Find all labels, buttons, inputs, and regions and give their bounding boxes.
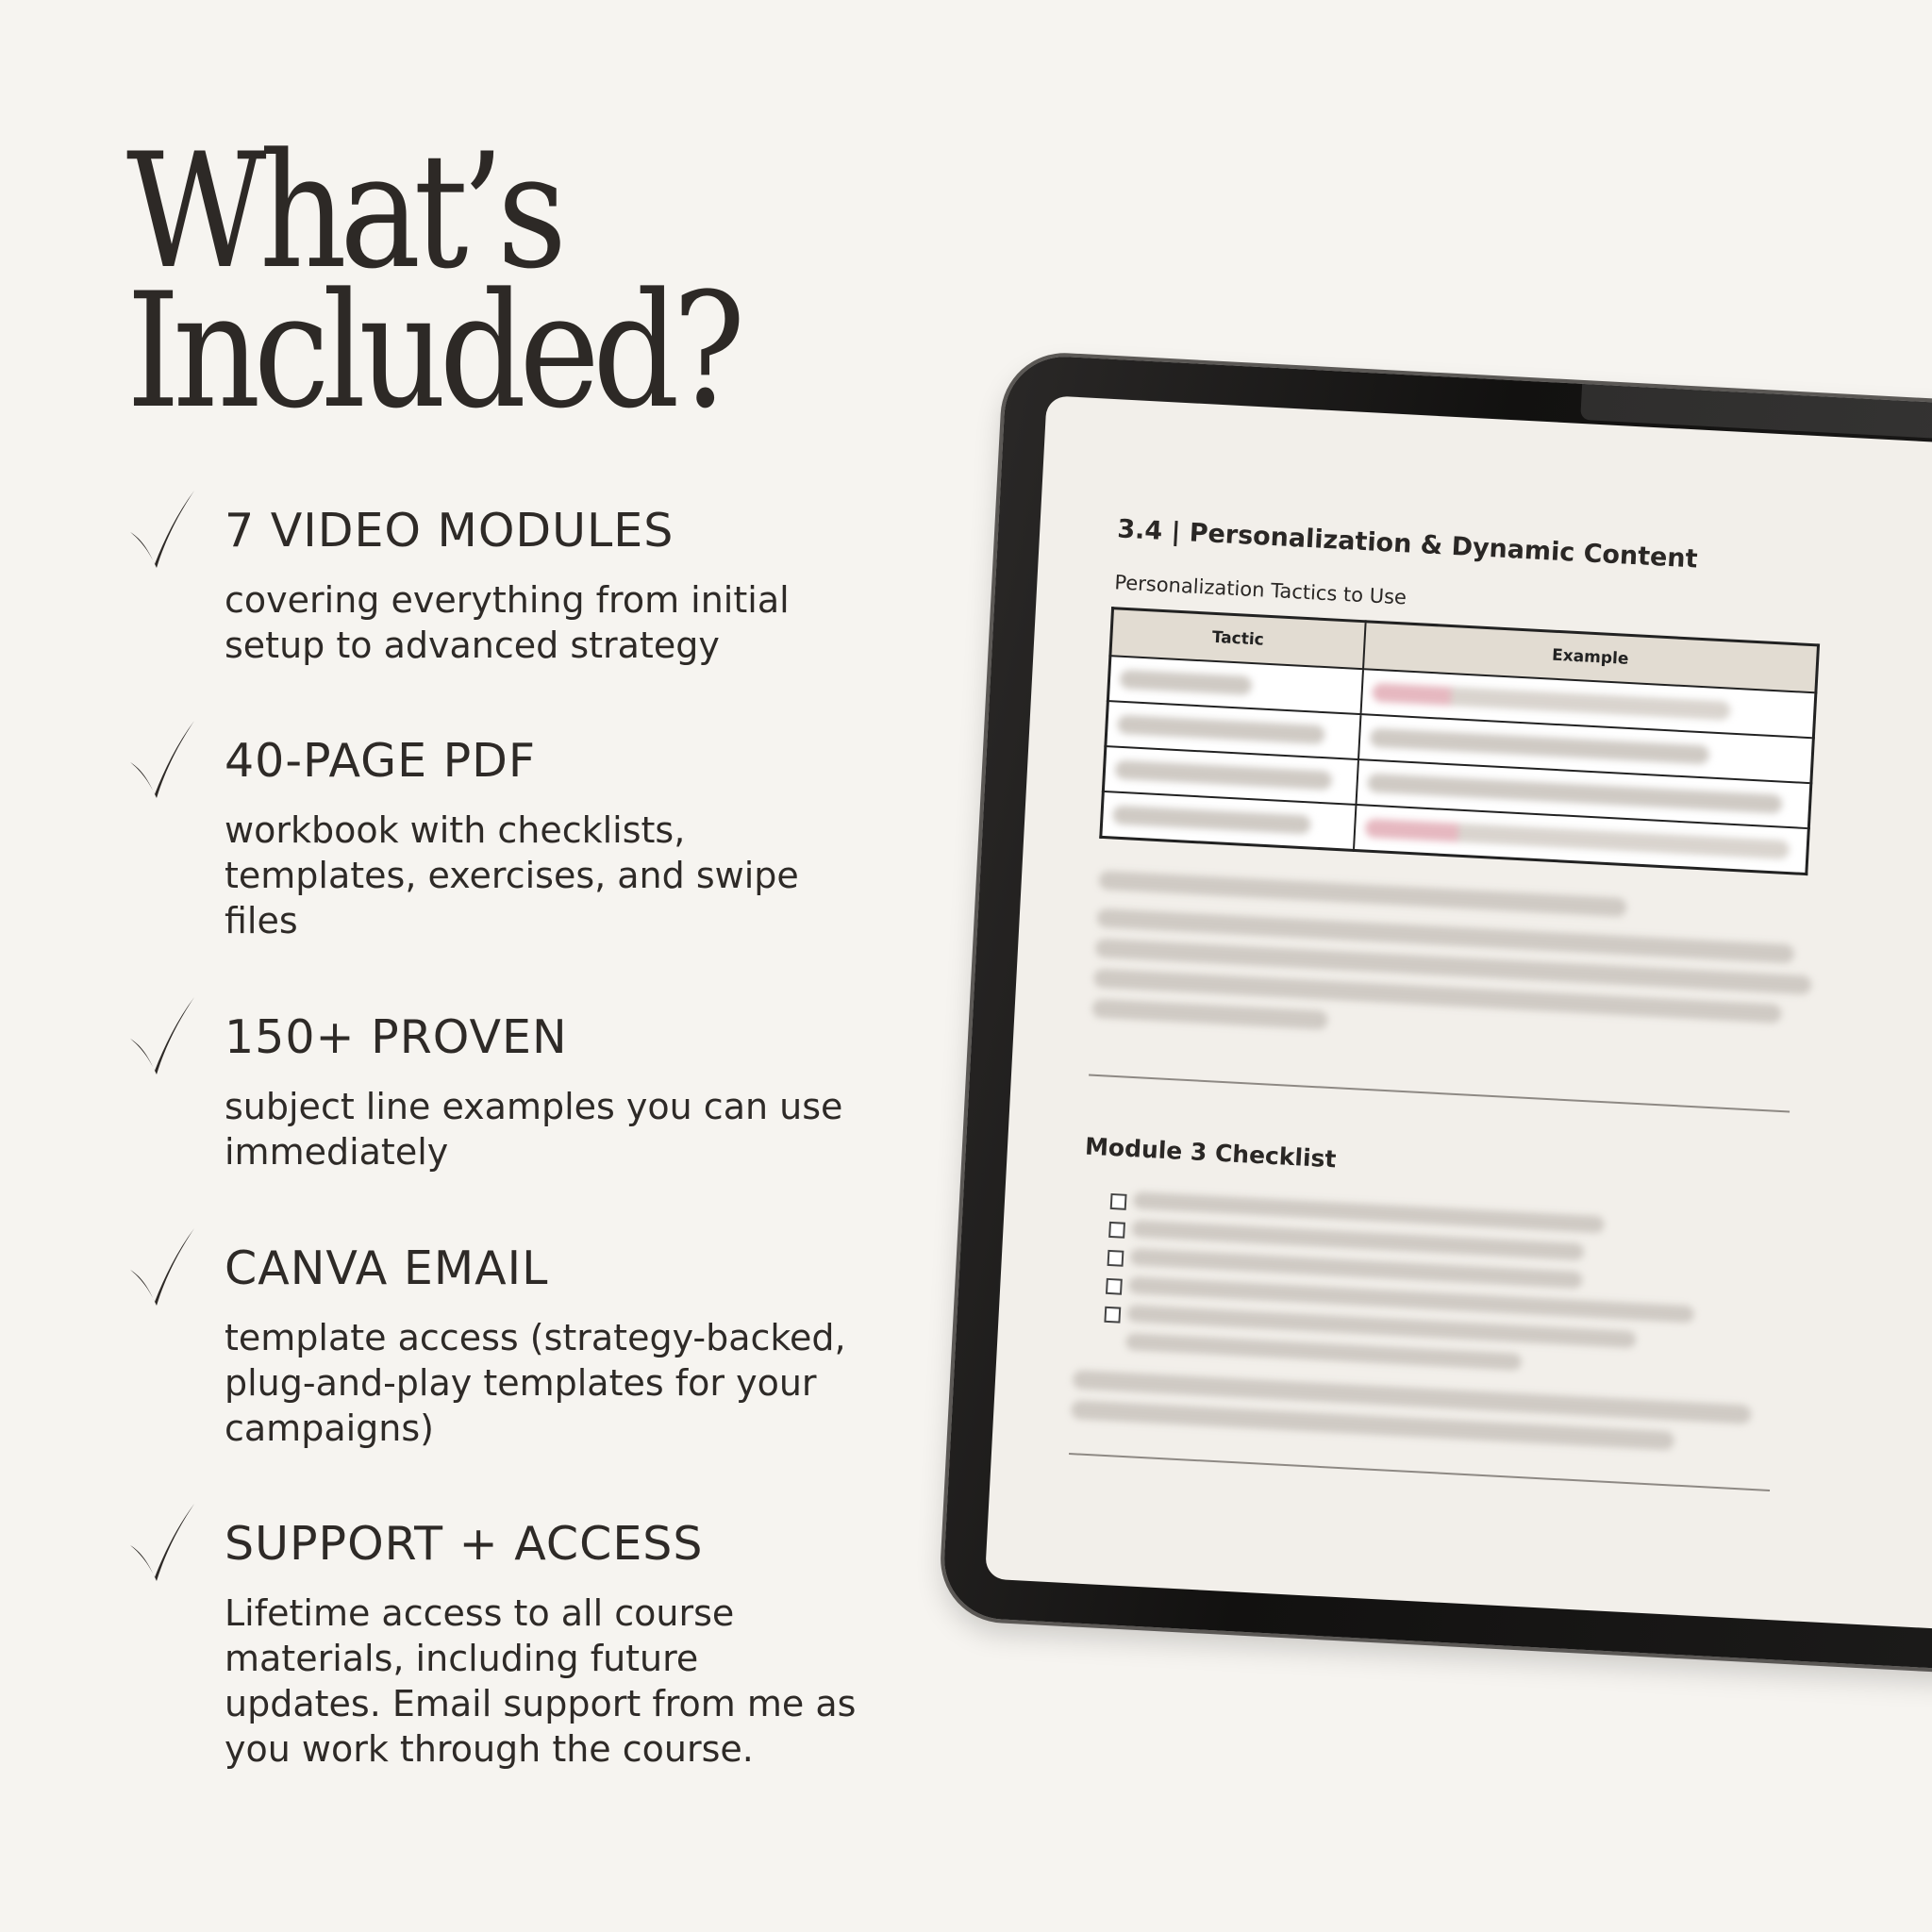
headline-line-2: Included? [126,258,739,443]
page-title [126,119,739,443]
checklist-item [1110,1191,1111,1211]
feature-title: 150+ PROVEN [225,1010,568,1064]
feature-description: Lifetime access to all course materials, including future updates. Email support from me as you work through the course. [225,1592,857,1770]
tablet-mockup [941,354,1932,1672]
checklist-title: Module 3 Checklist [1084,1132,1338,1174]
checkmark-icon [126,991,202,1078]
checklist-item [1106,1275,1107,1296]
checkmark-icon [126,485,202,572]
section-divider [1089,1074,1790,1113]
checkmark-icon [126,1498,202,1585]
feature-title: 40-PAGE PDF [225,734,537,788]
checkbox-icon [1110,1193,1127,1210]
table-header-tactic: Tactic [1110,608,1365,669]
tactics-table [1099,607,1820,875]
document-subheading: Personalization Tactics to Use [1113,571,1407,609]
redacted-paragraph [1070,1370,1751,1466]
feature-description: covering everything from initial setup to advanced strategy [225,579,790,666]
checkbox-icon [1108,1250,1124,1267]
checklist-item [1103,1332,1104,1353]
checkbox-icon [1104,1307,1121,1324]
feature-description: template access (strategy-backed, plug-and-play templates for your campaigns) [225,1317,846,1449]
table-header-example: Example [1363,622,1819,693]
checklist-item [1104,1304,1105,1324]
checklist-item [1107,1247,1108,1268]
feature-title: 7 VIDEO MODULES [225,504,675,558]
tablet-screen [985,395,1932,1629]
document-heading: 3.4 | Personalization & Dynamic Content [1116,514,1699,575]
checkmark-icon [126,715,202,802]
feature-description: subject line examples you can use immediately [225,1086,843,1173]
checkbox-icon [1108,1222,1125,1239]
checkmark-icon [126,1223,202,1309]
redacted-paragraph [1091,871,1816,1067]
feature-title: SUPPORT + ACCESS [225,1517,704,1571]
headline-line-1: What’s [126,119,560,304]
checkbox-icon [1106,1278,1123,1295]
feature-title: CANVA EMAIL [225,1241,549,1295]
checklist-item [1108,1219,1109,1240]
feature-description: workbook with checklists, templates, exercises, and swipe files [225,809,799,941]
